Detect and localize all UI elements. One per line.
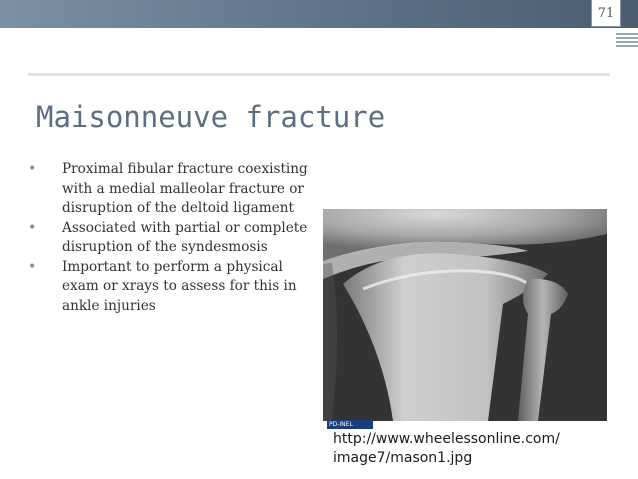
decorative-line [616,41,638,43]
bullet-item [28,160,313,219]
caption-url-line2: image7/mason1.jpg [333,450,473,466]
bullet-dot-icon: • [28,258,37,275]
slide-title: Maisonneuve fracture [36,100,386,134]
bullet-dot-icon: • [28,161,37,177]
bullet-list [28,160,313,316]
decorative-line [616,37,638,39]
knee-xray-illustration [323,209,607,421]
caption-url-line1: http://www.wheelessonline.com/ [333,431,560,447]
image-caption [333,430,623,468]
top-header-bar [0,0,638,28]
xray-image [323,209,607,421]
divider [28,73,610,76]
bullet-item [28,258,313,317]
bullet-dot-icon: • [28,219,37,236]
decorative-line [616,33,638,35]
bullet-text: Important to perform a physical exam or xrays to assess for this in ankle injuries [62,258,297,314]
bullet-text: Associated with partial or complete disruption of the syndesmosis [62,219,308,255]
bullet-item [28,219,313,258]
page-number: 71 [591,0,621,27]
decorative-line [616,45,638,47]
bullet-text: Proximal fibular fracture coexisting with a medial malleolar fracture or disruption of the deltoid ligament [62,161,308,216]
image-credit-badge: PD-INEL [327,420,373,429]
